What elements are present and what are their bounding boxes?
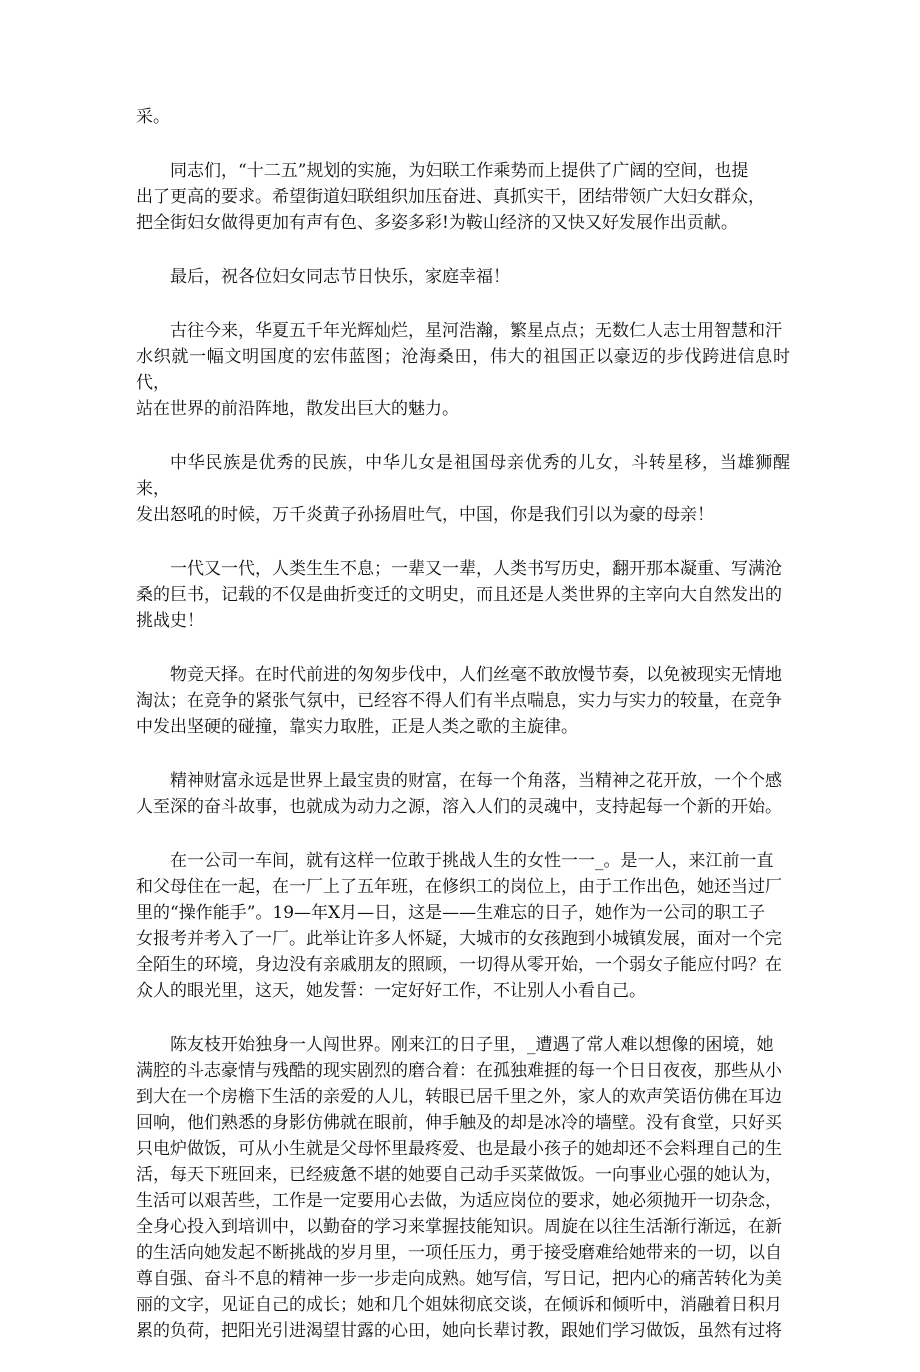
text-line: 和父母住在一起，在一厂上了五年班，在修织工的岗位上，由于工作出色，她还当过厂 — [136, 877, 782, 897]
text-line: 的生活向她发起不断挑战的岁月里，一项任压力，勇于接受磨难给她带来的一切，以自 — [136, 1243, 782, 1263]
text-line: 全身心投入到培训中，以勤奋的学习来掌握技能知识。周旋在以往生活渐行渐远，在新 — [136, 1217, 782, 1237]
text-line: 到大在一个房檐下生活的亲爱的人儿，转眼已居千里之外，家人的欢声笑语仿佛在耳边 — [136, 1087, 782, 1107]
paragraph-1 — [136, 104, 790, 130]
text-line: 淘汰；在竞争的紧张气氛中，已经容不得人们有半点喘息，实力与实力的较量，在竞争 — [136, 691, 782, 711]
text-line: 出了更高的要求。希望街道妇联组织加压奋进、真抓实干，团结带领广大妇女群众， — [136, 187, 765, 207]
text-line: 回响，他们熟悉的身影仿佛就在眼前，伸手触及的却是冰冷的墙壁。没有食堂，只好买 — [136, 1113, 782, 1133]
text-line: 众人的眼光里，这天，她发誓：一定好好工作，不让别人小看自己。 — [136, 981, 646, 1001]
paragraph-4 — [136, 318, 790, 422]
text-line: 中华民族是优秀的民族，中华儿女是祖国母亲优秀的儿女，斗转星移，当雄狮醒来， — [136, 453, 790, 499]
text-line: 里的“操作能手”。19—年X月—日，这是——生难忘的日子，她作为一公司的职工子 — [136, 903, 766, 923]
text-line: 一代又一代，人类生生不息；一辈又一辈，人类书写历史，翻开那本凝重、写满沧 — [170, 559, 782, 579]
text-line: 精神财富永远是世界上最宝贵的财富，在每一个角落，当精神之花开放，一个个感 — [170, 771, 782, 791]
text-line: 发出怒吼的时候，万千炎黄子孙扬眉吐气，中国，你是我们引以为豪的母亲！ — [136, 505, 714, 525]
paragraph-9 — [136, 848, 790, 1004]
text-line: 人至深的奋斗故事，也就成为动力之源，溶入人们的灵魂中，支持起每一个新的开始。 — [136, 797, 782, 817]
paragraph-3 — [136, 264, 790, 290]
text-line: 挑战史！ — [136, 611, 204, 631]
paragraph-10 — [136, 1032, 790, 1344]
paragraph-5 — [136, 450, 790, 528]
text-line: 女报考并考入了一厂。此举让许多人怀疑，大城市的女孩跑到小城镇发展，面对一个完 — [136, 929, 782, 949]
text-line: 活，每天下班回来，已经疲惫不堪的她要自己动手买菜做饭。一向事业心强的她认为， — [136, 1165, 782, 1185]
paragraph-2 — [136, 158, 790, 236]
text-line: 站在世界的前沿阵地，散发出巨大的魅力。 — [136, 399, 459, 419]
text-line: 同志们，“十二五”规划的实施，为妇联工作乘势而上提供了广阔的空间，也提 — [170, 161, 749, 181]
text-line: 桑的巨书，记载的不仅是曲折变迁的文明史，而且还是人类世界的主宰向大自然发出的 — [136, 585, 782, 605]
paragraph-6 — [136, 556, 790, 634]
text-line: 全陌生的环境，身边没有亲戚朋友的照顾，一切得从零开始，一个弱女子能应付吗？在 — [136, 955, 782, 975]
text-line: 古往今来，华夏五千年光辉灿烂，星河浩瀚，繁星点点；无数仁人志士用智慧和汗 — [170, 321, 782, 341]
text-line: 满腔的斗志豪情与残酷的现实剧烈的磨合着：在孤独难捱的每一个日日夜夜，那些从小 — [136, 1061, 782, 1081]
text-line: 陈友枝开始独身一人闯世界。刚来江的日子里，_遭遇了常人难以想像的困境，她 — [170, 1035, 774, 1055]
text-line: 把全街妇女做得更加有声有色、多姿多彩!为鞍山经济的又快又好发展作出贡献。 — [136, 213, 738, 233]
text-line: 只电炉做饭，可从小生就是父母怀里最疼爱、也是最小孩子的她却还不会料理自己的生 — [136, 1139, 782, 1159]
text-line: 采。 — [136, 107, 170, 127]
text-line: 丽的文字，见证自己的成长；她和几个姐妹彻底交谈，在倾诉和倾听中，消融着日积月 — [136, 1295, 782, 1315]
text-line: 生活可以艰苦些，工作是一定要用心去做，为适应岗位的要求，她必须抛开一切杂念， — [136, 1191, 782, 1211]
text-line: 尊自强、奋斗不息的精神一步一步走向成熟。她写信，写日记，把内心的痛苦转化为美 — [136, 1269, 782, 1289]
paragraph-8 — [136, 768, 790, 820]
text-line: 水织就一幅文明国度的宏伟蓝图；沧海桑田，伟大的祖国正以豪迈的步伐跨进信息时代， — [136, 347, 790, 393]
text-line: 物竞天择。在时代前进的匆匆步伐中，人们丝毫不敢放慢节奏，以免被现实无情地 — [170, 665, 782, 685]
text-line: 最后，祝各位妇女同志节日快乐，家庭幸福！ — [170, 267, 510, 287]
text-line: 累的负荷，把阳光引进渴望甘露的心田，她向长辈讨教，跟她们学习做饭，虽然有过将 — [136, 1321, 782, 1341]
text-line: 中发出坚硬的碰撞，靠实力取胜，正是人类之歌的主旋律。 — [136, 717, 578, 737]
text-line: 在一公司一车间，就有这样一位敢于挑战人生的女性一一_。是一人，来江前一直 — [170, 851, 774, 871]
paragraph-7 — [136, 662, 790, 740]
document-body — [136, 104, 790, 1372]
